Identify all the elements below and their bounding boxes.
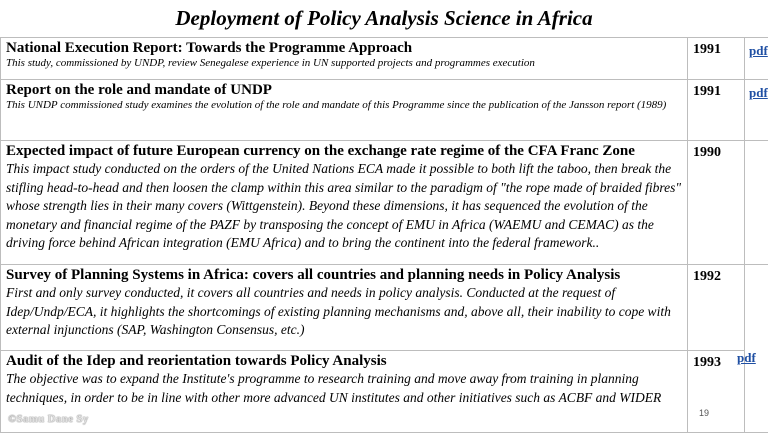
page-title: Deployment of Policy Analysis Science in Africa [0,6,768,31]
table-row [1,38,768,80]
year-cell [688,80,745,141]
study-year: 1993 [693,354,739,372]
study-cell [1,80,688,141]
pdf-link[interactable]: pdf [749,43,768,59]
pdf-link[interactable]: pdf [737,350,756,366]
study-year: 1991 [693,83,739,101]
year-cell [688,265,745,351]
study-cell [1,141,688,265]
study-title: Expected impact of future European currency on the exchange rate regime of the CFA Franc Zone [6,142,682,160]
link-cell [745,265,768,433]
slide-number: 19 [699,408,709,418]
year-cell [688,38,745,80]
study-title: National Execution Report: Towards the Programme Approach [6,39,682,57]
study-description: The objective was to expand the Institute's programme to research training and move away from training in planning techniques, in order to be in line with other more advanced UN institutes and other initiatives such as ACBF and WIDER [6,370,682,407]
study-year: 1992 [693,268,739,286]
study-cell [1,351,688,433]
study-description: This impact study conducted on the orders of the United Nations ECA made it possible to both lift the taboo, then break the stifling head-to-head and then loosen the clamp within this area similar to the paradigm of "the rope made of braided fibres" whose strength lies in their many covers (Wittgenstein). Beyond these dimensions, it has sequenced the evolution of the monetary and financial regime of the PAZF by transposing the concept of EMU in Africa (WAEMU and CEMAC) as the driving force behind African integration (EMU Africa) and to bring the continent into the federal framework.. [6,160,682,253]
study-description: This UNDP commissioned study examines the evolution of the role and mandate of this Programme since the publication of the Jansson report (1989) [6,99,682,112]
table-row [1,141,768,265]
study-description: This study, commissioned by UNDP, review Senegalese experience in UN supported projects and programmes execution [6,57,682,70]
study-description: First and only survey conducted, it covers all countries and needs in policy analysis. Conducted at the request of Idep/Undp/ECA, it highlights the shortcomings of existing planning mechanisms and, above all, their inability to cope with external injunctions (SAP, Washington Consensus, etc.) [6,284,682,340]
watermark: ©Samu Dane Sy [8,413,89,425]
study-cell [1,38,688,80]
link-cell [745,80,768,141]
study-title: Survey of Planning Systems in Africa: covers all countries and planning needs in Policy Analysis [6,266,682,284]
study-title: Audit of the Idep and reorientation towards Policy Analysis [6,352,682,370]
study-title: Report on the role and mandate of UNDP [6,81,682,99]
study-year: 1991 [693,41,739,59]
link-cell [745,38,768,80]
table-row [1,80,768,141]
study-cell [1,265,688,351]
studies-table [0,37,768,433]
table-row [1,351,768,433]
table-row [1,265,768,351]
pdf-link[interactable]: pdf [749,85,768,101]
year-cell [688,351,745,433]
study-year: 1990 [693,144,739,162]
year-cell [688,141,745,265]
link-cell [745,141,768,265]
